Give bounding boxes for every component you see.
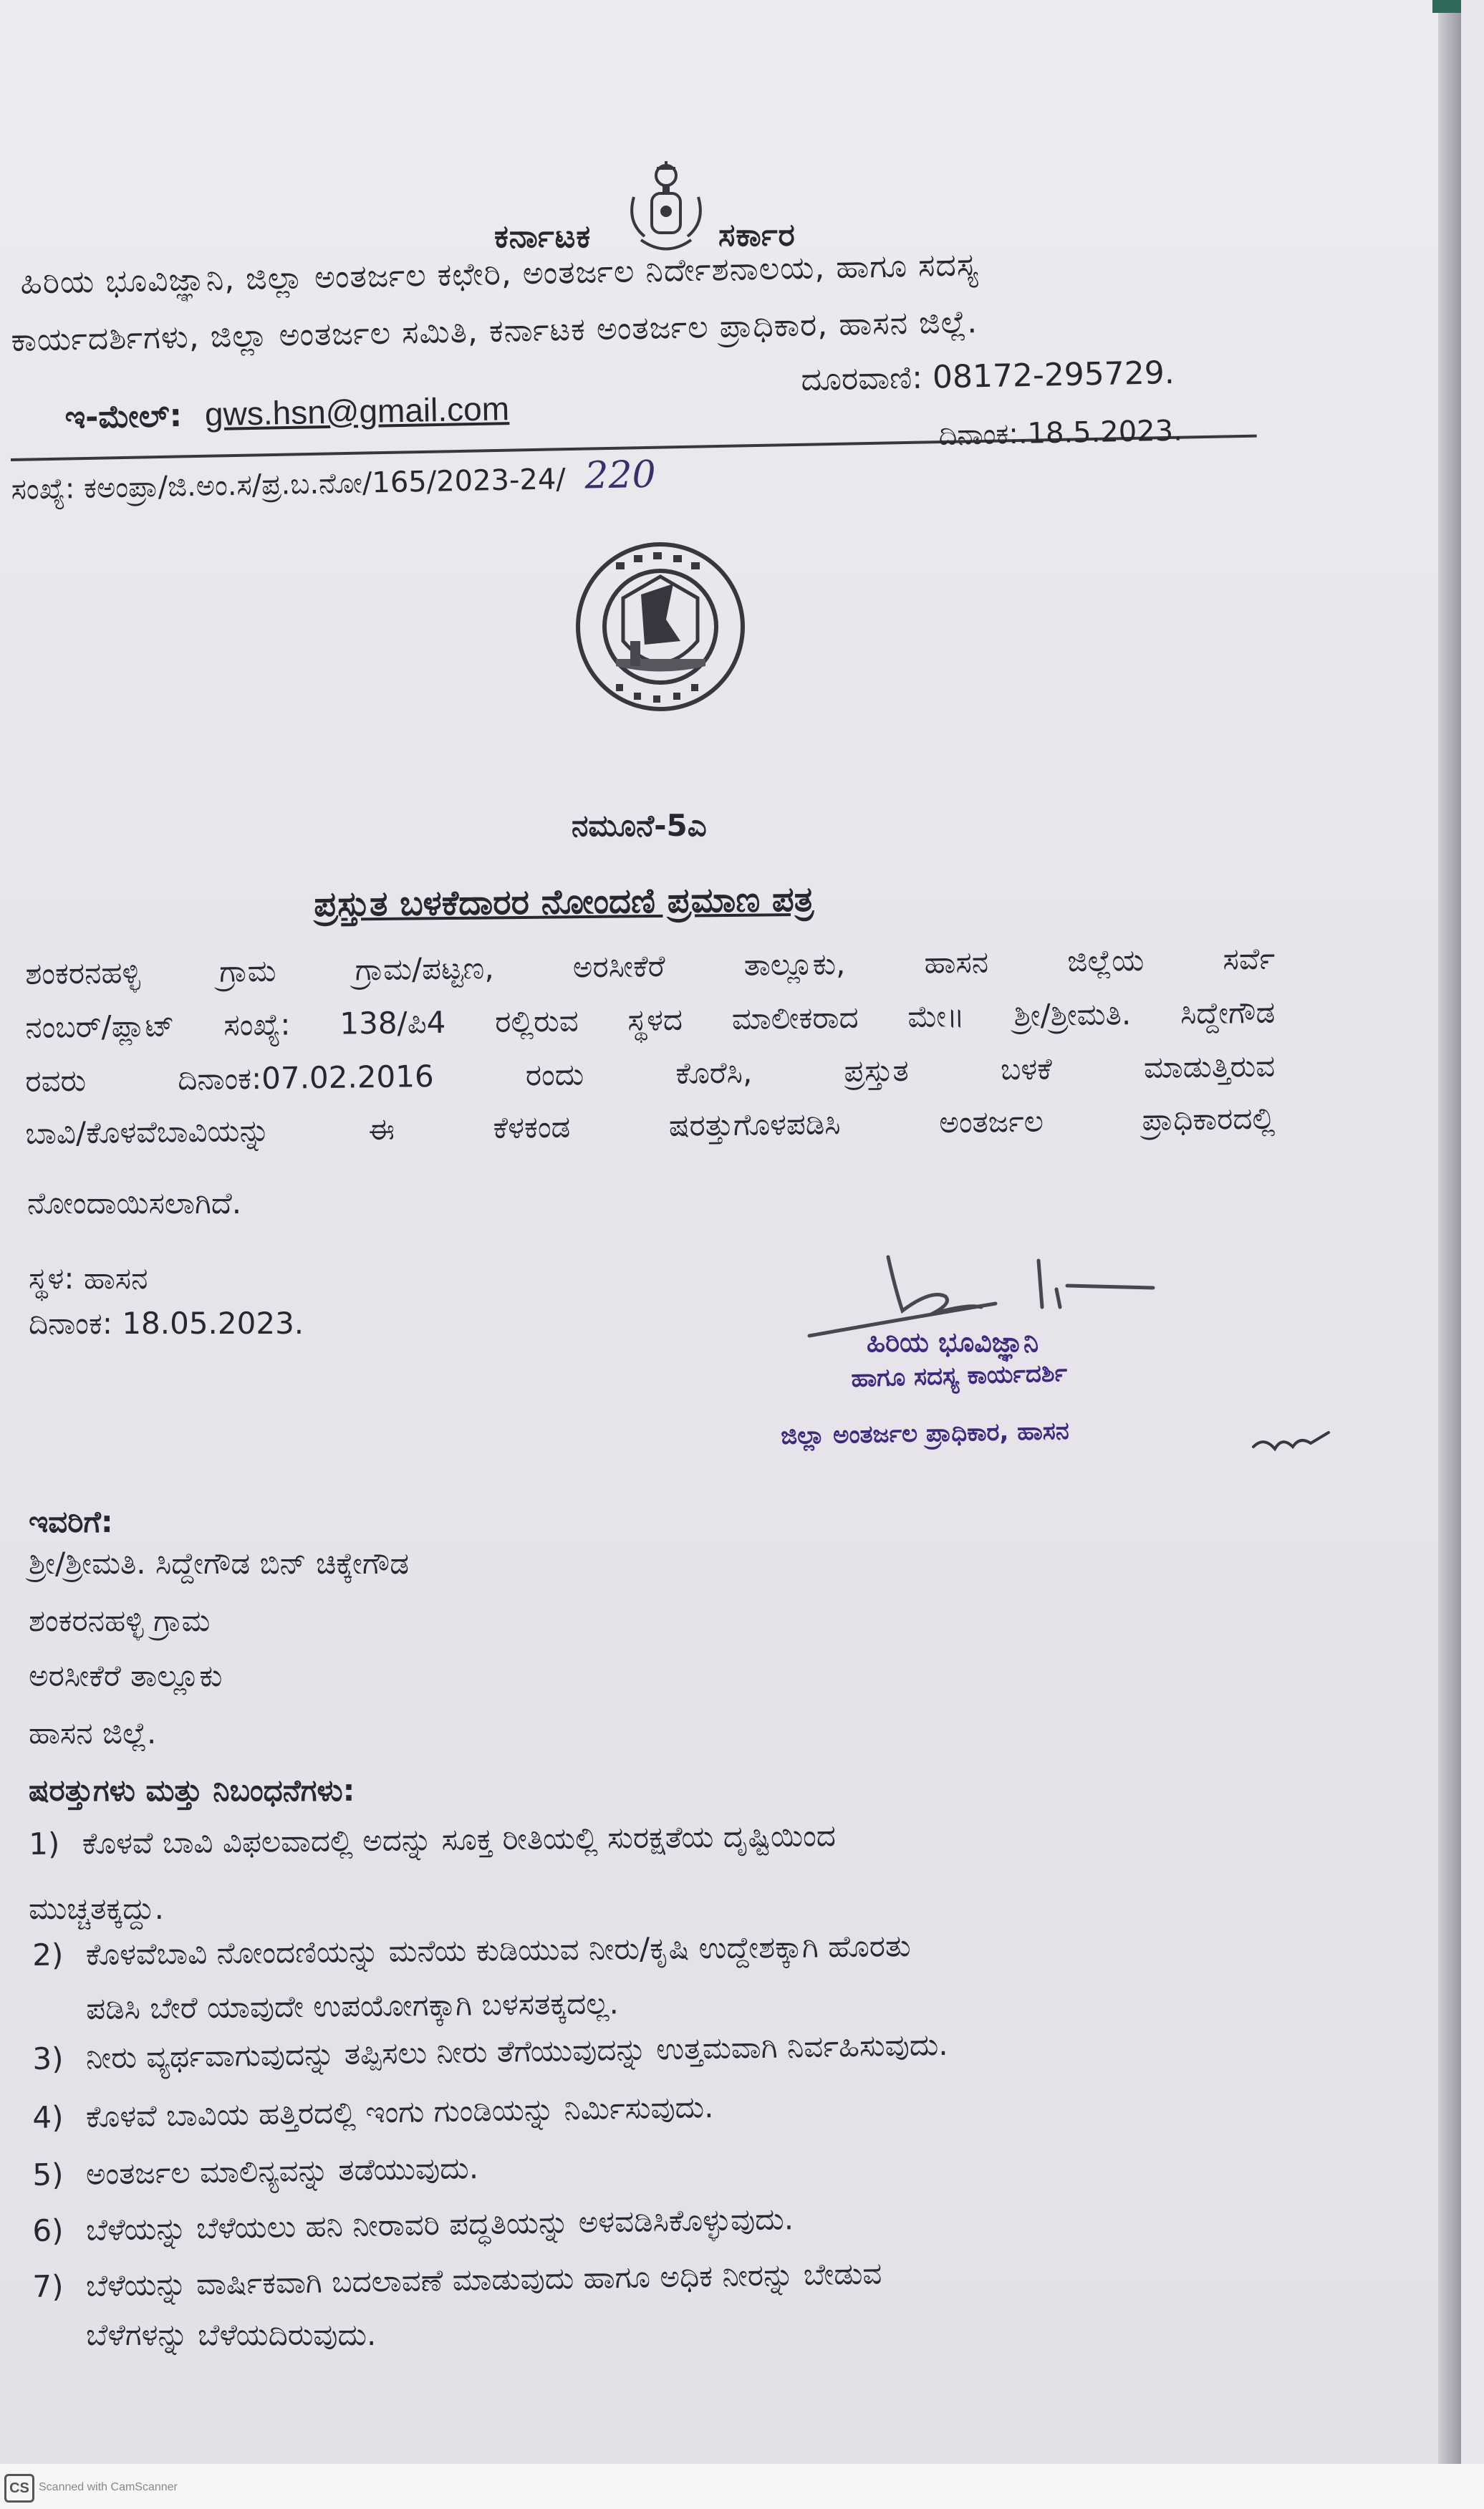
scanner-watermark: Scanned with CamScanner bbox=[39, 2481, 178, 2493]
body-line-4: ಬಾವಿ/ಕೊಳವೆಬಾವಿಯನ್ನು ಈ ಕೆಳಕಂಡ ಷರತ್ತುಗೊಳಪಡಿಸಿ ಅಂತರ್ಜಲ ಪ್ರಾಧಿಕಾರದಲ್ಲಿ bbox=[25, 1100, 1276, 1151]
body-line-5: ನೋಂದಾಯಿಸಲಾಗಿದೆ. bbox=[27, 1185, 242, 1220]
page-edge bbox=[1438, 0, 1461, 2464]
office-line-1: ಹಿರಿಯ ಭೂವಿಜ್ಞಾನಿ, ಜಿಲ್ಲಾ ಅಂತರ್ಜಲ ಕಛೇರಿ, ಅಂತರ್ಜಲ ನಿರ್ದೇಶನಾಲಯ, ಹಾಗೂ ಸದಸ್ಯ bbox=[20, 246, 979, 302]
body-date: ದಿನಾಂಕ: 18.05.2023. bbox=[29, 1306, 304, 1341]
signature-flourish bbox=[1250, 1422, 1336, 1465]
condition-7 bbox=[32, 2255, 882, 2305]
condition-2-cont: ಪಡಿಸಿ ಬೇರೆ ಯಾವುದೇ ಉಪಯೋಗಕ್ಕಾಗಿ ಬಳಸತಕ್ಕದಲ್ಲ. bbox=[86, 1985, 620, 2026]
reference-number bbox=[11, 453, 656, 509]
condition-text: ನೀರು ವ್ಯರ್ಥವಾಗುವುದನ್ನು ತಪ್ಪಿಸಲು ನೀರು ತೆಗೆಯುವುದನ್ನು ಉತ್ತಮವಾಗಿ ನಿರ್ವಹಿಸುವುದು. bbox=[85, 2026, 948, 2076]
condition-number: 2) bbox=[32, 1937, 64, 1973]
condition-number: 3) bbox=[32, 2041, 64, 2076]
recipient-line-2: ಶಂಕರನಹಳ್ಳಿ ಗ್ರಾಮ bbox=[29, 1603, 211, 1638]
condition-1-cont: ಮುಚ್ಚತಕ್ಕದ್ದು. bbox=[29, 1891, 164, 1926]
condition-3 bbox=[32, 2027, 948, 2077]
header-date: ದಿನಾಂಕ:.18.5.2023. bbox=[938, 414, 1183, 452]
body-line-3: ರವರು ದಿನಾಂಕ:07.02.2016 ರಂದು ಕೊರೆಸಿ, ಪ್ರಸ್ತುತ ಬಳಕೆ ಮಾಡುತ್ತಿರುವ bbox=[25, 1048, 1276, 1099]
condition-5 bbox=[32, 2150, 478, 2193]
form-number: ನಮೂನೆ-5ಎ bbox=[572, 808, 707, 843]
govt-right: ಸರ್ಕಾರ bbox=[718, 217, 796, 254]
stamp-line-1: ಹಿರಿಯ ಭೂವಿಜ್ಞಾನಿ bbox=[867, 1326, 1039, 1358]
state-emblem-icon bbox=[612, 154, 720, 261]
condition-text: ಕೊಳವೆ ಬಾವಿಯ ಹತ್ತಿರದಲ್ಲಿ ಇಂಗು ಗುಂಡಿಯನ್ನು ನಿರ್ಮಿಸುವುದು. bbox=[85, 2089, 714, 2134]
stamp-line-2: ಹಾಗೂ ಸದಸ್ಯ ಕಾರ್ಯದರ್ಶಿ bbox=[851, 1359, 1068, 1393]
condition-number: 5) bbox=[32, 2157, 64, 2192]
condition-number: 6) bbox=[32, 2212, 64, 2248]
body-line-1: ಶಂಕರನಹಳ್ಳಿ ಗ್ರಾಮ ಗ್ರಾಮ/ಪಟ್ಟಣ, ಅರಸೀಕೆರೆ ತಾಲ್ಲೂಕು, ಹಾಸನ ಜಿಲ್ಲೆಯ ಸರ್ವೆ bbox=[25, 940, 1276, 991]
condition-7-cont: ಬೆಳೆಗಳನ್ನು ಬೆಳೆಯದಿರುವುದು. bbox=[86, 2317, 377, 2352]
condition-1 bbox=[29, 1818, 836, 1862]
conditions-heading: ಷರತ್ತುಗಳು ಮತ್ತು ನಿಬಂಧನೆಗಳು: bbox=[29, 1773, 355, 1808]
condition-number: 7) bbox=[32, 2268, 64, 2304]
condition-text: ಕೊಳವೆ ಬಾವಿ ವಿಫಲವಾದಲ್ಲಿ ಅದನ್ನು ಸೂಕ್ತ ರೀತಿಯಲ್ಲಿ ಸುರಕ್ಷತೆಯ ದೃಷ್ಟಿಯಿಂದ bbox=[82, 1818, 837, 1862]
recipient-line-4: ಹಾಸನ ಜಿಲ್ಲೆ. bbox=[29, 1715, 157, 1750]
condition-6 bbox=[32, 2201, 794, 2249]
reference-text: ಸಂಖ್ಯೆ: ಕಅಂಪ್ರಾ/ಜಿ.ಅಂ.ಸ/ಪ್ರ.ಬ.ನೋ/165/2023-24/ bbox=[11, 463, 567, 506]
recipient-line-1: ಶ್ರೀ/ಶ್ರೀಮತಿ. ಸಿದ್ದೇಗೌಡ ಬಿನ್ ಚಿಕ್ಕೇಗೌಡ bbox=[29, 1546, 409, 1581]
govt-left: ಕರ್ನಾಟಕ bbox=[494, 218, 592, 255]
condition-2 bbox=[32, 1928, 911, 1973]
form-title: ಪ್ರಸ್ತುತ ಬಳಕೆದಾರರ ನೋಂದಣಿ ಪ್ರಮಾಣ ಪತ್ರ bbox=[314, 879, 814, 925]
page-corner bbox=[1432, 0, 1461, 13]
stamp-line-3: ಜಿಲ್ಲಾ ಅಂತರ್ಜಲ ಪ್ರಾಧಿಕಾರ, ಹಾಸನ bbox=[781, 1416, 1070, 1450]
condition-number: 1) bbox=[29, 1826, 60, 1862]
recipient-line-3: ಅರಸೀಕೆರೆ ತಾಲ್ಲೂಕು bbox=[29, 1658, 223, 1693]
email-label: ಇ-ಮೇಲ್: bbox=[64, 397, 183, 436]
condition-4 bbox=[32, 2089, 714, 2136]
condition-number: 4) bbox=[32, 2099, 64, 2135]
place: ಸ್ಥಳ: ಹಾಸನ bbox=[29, 1261, 148, 1296]
scanner-footer bbox=[0, 2464, 1484, 2509]
phone-number: ದೂರವಾಣಿ: 08172-295729. bbox=[801, 354, 1175, 398]
office-line-2: ಕಾರ್ಯದರ್ಶಿಗಳು, ಜಿಲ್ಲಾ ಅಂತರ್ಜಲ ಸಮಿತಿ, ಕರ್ನಾಟಕ ಅಂತರ್ಜಲ ಪ್ರಾಧಿಕಾರ, ಹಾಸನ ಜಿಲ್ಲೆ. bbox=[11, 304, 978, 359]
condition-text: ಕೊಳವೆಬಾವಿ ನೋಂದಣಿಯನ್ನು ಮನೆಯ ಕುಡಿಯುವ ನೀರು/ಕೃಷಿ ಉದ್ದೇಶಕ್ಕಾಗಿ ಹೊರತು bbox=[85, 1928, 911, 1973]
condition-text: ಬೆಳೆಯನ್ನು ಬೆಳೆಯಲು ಹನಿ ನೀರಾವರಿ ಪದ್ಧತಿಯನ್ನು ಅಳವಡಿಸಿಕೊಳ್ಳುವುದು. bbox=[85, 2201, 794, 2248]
authority-logo-icon bbox=[573, 534, 748, 720]
email-row bbox=[64, 389, 510, 436]
email-address: gws.hsn@gmail.com bbox=[204, 390, 510, 433]
condition-text: ಬೆಳೆಯನ್ನು ವಾರ್ಷಿಕವಾಗಿ ಬದಲಾವಣೆ ಮಾಡುವುದು ಹಾಗೂ ಅಧಿಕ ನೀರನ್ನು ಬೇಡುವ bbox=[85, 2255, 882, 2303]
body-line-2: ನಂಬರ್/ಪ್ಲಾಟ್ ಸಂಖ್ಯೆ: 138/ಪಿ4 ರಲ್ಲಿರುವ ಸ್ಥಳದ ಮಾಲೀಕರಾದ ಮೇ॥ ಶ್ರೀ/ಶ್ರೀಮತಿ. ಸಿದ್ದೇಗೌಡ bbox=[25, 994, 1276, 1045]
condition-text: ಅಂತರ್ಜಲ ಮಾಲಿನ್ಯವನ್ನು ತಡೆಯುವುದು. bbox=[85, 2150, 479, 2192]
camscanner-logo-icon: CS bbox=[4, 2474, 34, 2503]
reference-handwritten: 220 bbox=[584, 453, 657, 498]
recipient-heading: ಇವರಿಗೆ: bbox=[29, 1504, 113, 1539]
